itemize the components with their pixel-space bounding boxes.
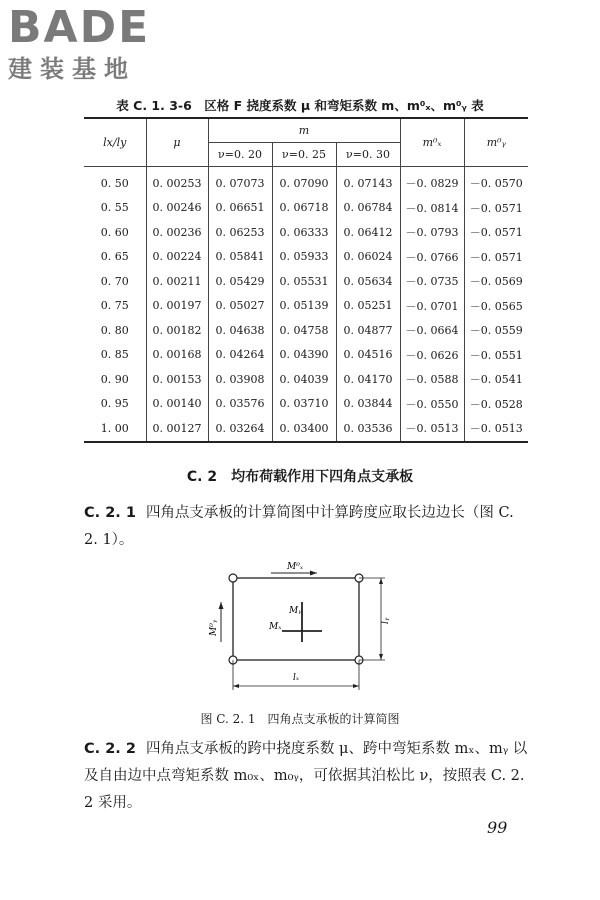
table-cell: －0. 0664 <box>400 318 464 343</box>
table-cell: －0. 0565 <box>464 294 528 319</box>
table-row <box>84 167 528 196</box>
table-cell: 0. 05251 <box>336 294 400 319</box>
table-cell: 0. 06784 <box>336 196 400 221</box>
coefficient-table <box>84 117 528 443</box>
table-cell: 1. 00 <box>84 416 146 442</box>
header-m: m <box>208 118 400 143</box>
plate-outline <box>233 578 359 660</box>
table-cell: －0. 0570 <box>464 167 528 196</box>
table-cell: 0. 95 <box>84 392 146 417</box>
figure-caption: 图 C. 2. 1 四角点支承板的计算简图 <box>200 712 400 726</box>
table-cell: 0. 00140 <box>146 392 208 417</box>
table-cell: 0. 00211 <box>146 269 208 294</box>
label-mx0: M⁰ₓ <box>287 562 304 572</box>
table-cell: 0. 60 <box>84 220 146 245</box>
header-nu-030: ν=0. 30 <box>336 143 400 167</box>
table-cell: －0. 0829 <box>400 167 464 196</box>
table-row <box>84 392 528 417</box>
table-cell: 0. 04039 <box>272 367 336 392</box>
table-cell: －0. 0766 <box>400 245 464 270</box>
table-cell: 0. 06333 <box>272 220 336 245</box>
table-cell: 0. 04264 <box>208 343 272 368</box>
table-body <box>84 167 528 442</box>
table-cell: 0. 00168 <box>146 343 208 368</box>
label-ly: lᵧ <box>381 617 391 624</box>
table-cell: 0. 90 <box>84 367 146 392</box>
label-mx: Mₓ <box>269 622 282 632</box>
table-cell: 0. 00197 <box>146 294 208 319</box>
clause-text: 四角点支承板的计算简图中计算跨度应取长边边长（图 C. 2. 1）。 <box>84 505 514 548</box>
label-my0: M⁰ᵧ <box>209 619 219 636</box>
logo-mark: BADE <box>8 2 151 53</box>
page-number: 99 <box>487 818 508 837</box>
table-cell: 0. 06024 <box>336 245 400 270</box>
table-cell: －0. 0701 <box>400 294 464 319</box>
table-cell: 0. 04516 <box>336 343 400 368</box>
table-cell: 0. 00127 <box>146 416 208 442</box>
clause-number: C. 2. 1 <box>84 505 136 521</box>
header-mu: μ <box>146 118 208 167</box>
logo <box>8 2 151 84</box>
clause-number: C. 2. 2 <box>84 741 136 757</box>
table-cell: 0. 00153 <box>146 367 208 392</box>
table-cell: 0. 50 <box>84 167 146 196</box>
table-cell: 0. 03908 <box>208 367 272 392</box>
table-cell: 0. 00246 <box>146 196 208 221</box>
table-cell: 0. 00224 <box>146 245 208 270</box>
table-cell: 0. 06651 <box>208 196 272 221</box>
table-cell: 0. 07073 <box>208 167 272 196</box>
table-cell: －0. 0551 <box>464 343 528 368</box>
header-m0y: m⁰ᵧ <box>464 118 528 167</box>
table-cell: 0. 03536 <box>336 416 400 442</box>
table-cell: 0. 04758 <box>272 318 336 343</box>
header-ratio: lx/ly <box>84 118 146 167</box>
table-cell: －0. 0735 <box>400 269 464 294</box>
table-cell: 0. 04877 <box>336 318 400 343</box>
table-cell: 0. 07143 <box>336 167 400 196</box>
table-cell: －0. 0626 <box>400 343 464 368</box>
table-cell: －0. 0513 <box>464 416 528 442</box>
table-cell: 0. 85 <box>84 343 146 368</box>
table-cell: 0. 00236 <box>146 220 208 245</box>
table-row <box>84 318 528 343</box>
table-cell: －0. 0541 <box>464 367 528 392</box>
table-cell: 0. 80 <box>84 318 146 343</box>
table-cell: 0. 55 <box>84 196 146 221</box>
table-cell: －0. 0571 <box>464 245 528 270</box>
section-heading: C. 2 均布荷载作用下四角点支承板 <box>186 469 414 485</box>
table-cell: 0. 05027 <box>208 294 272 319</box>
table-cell: －0. 0550 <box>400 392 464 417</box>
table-row <box>84 294 528 319</box>
table-cell: －0. 0559 <box>464 318 528 343</box>
table-title: 表 C. 1. 3-6 区格 F 挠度系数 μ 和弯矩系数 m、m⁰ₓ、m⁰ᵧ 表 <box>116 98 484 113</box>
table-cell: 0. 04170 <box>336 367 400 392</box>
table-cell: 0. 05531 <box>272 269 336 294</box>
table-cell: 0. 07090 <box>272 167 336 196</box>
table-cell: 0. 03710 <box>272 392 336 417</box>
table-row <box>84 196 528 221</box>
table-cell: 0. 06718 <box>272 196 336 221</box>
table-cell: －0. 0571 <box>464 220 528 245</box>
table-cell: －0. 0814 <box>400 196 464 221</box>
table-cell: －0. 0528 <box>464 392 528 417</box>
label-lx: lₓ <box>293 673 300 683</box>
table-row <box>84 367 528 392</box>
table-cell: －0. 0569 <box>464 269 528 294</box>
table-cell: －0. 0793 <box>400 220 464 245</box>
table-cell: －0. 0513 <box>400 416 464 442</box>
mx0-arrowhead <box>310 571 317 576</box>
table-row <box>84 245 528 270</box>
table-row <box>84 269 528 294</box>
table-cell: 0. 70 <box>84 269 146 294</box>
table-cell: 0. 05429 <box>208 269 272 294</box>
table-cell: －0. 0571 <box>464 196 528 221</box>
my0-arrowhead <box>219 602 224 609</box>
support-diagram <box>205 560 395 700</box>
table-cell: 0. 05634 <box>336 269 400 294</box>
header-nu-020: ν=0. 20 <box>208 143 272 167</box>
table-cell: －0. 0588 <box>400 367 464 392</box>
paragraph-c-2-1 <box>84 500 528 554</box>
table-cell: 0. 04390 <box>272 343 336 368</box>
table-cell: 0. 03576 <box>208 392 272 417</box>
corner-support-top-left <box>229 574 237 582</box>
table-row <box>84 416 528 442</box>
table-row <box>84 220 528 245</box>
table-cell: 0. 05841 <box>208 245 272 270</box>
table-cell: 0. 05933 <box>272 245 336 270</box>
clause-text: 四角点支承板的跨中挠度系数 μ、跨中弯矩系数 mₓ、mᵧ 以及自由边中点弯矩系数 m₀ₓ、m₀ᵧ，可依据其泊松比 ν，按照表 C. 2. 2 采用。 <box>84 741 528 811</box>
table-cell: 0. 03400 <box>272 416 336 442</box>
table-cell: 0. 65 <box>84 245 146 270</box>
table-cell: 0. 00253 <box>146 167 208 196</box>
table-cell: 0. 06253 <box>208 220 272 245</box>
table-row <box>84 343 528 368</box>
logo-subtitle: 建装基地 <box>8 55 136 83</box>
table-cell: 0. 00182 <box>146 318 208 343</box>
label-my: Mᵧ <box>289 606 302 616</box>
table-cell: 0. 05139 <box>272 294 336 319</box>
table-cell: 0. 75 <box>84 294 146 319</box>
table-cell: 0. 03264 <box>208 416 272 442</box>
paragraph-c-2-2 <box>84 736 528 817</box>
table-cell: 0. 03844 <box>336 392 400 417</box>
header-nu-025: ν=0. 25 <box>272 143 336 167</box>
header-m0x: m⁰ₓ <box>400 118 464 167</box>
table-cell: 0. 06412 <box>336 220 400 245</box>
table-cell: 0. 04638 <box>208 318 272 343</box>
